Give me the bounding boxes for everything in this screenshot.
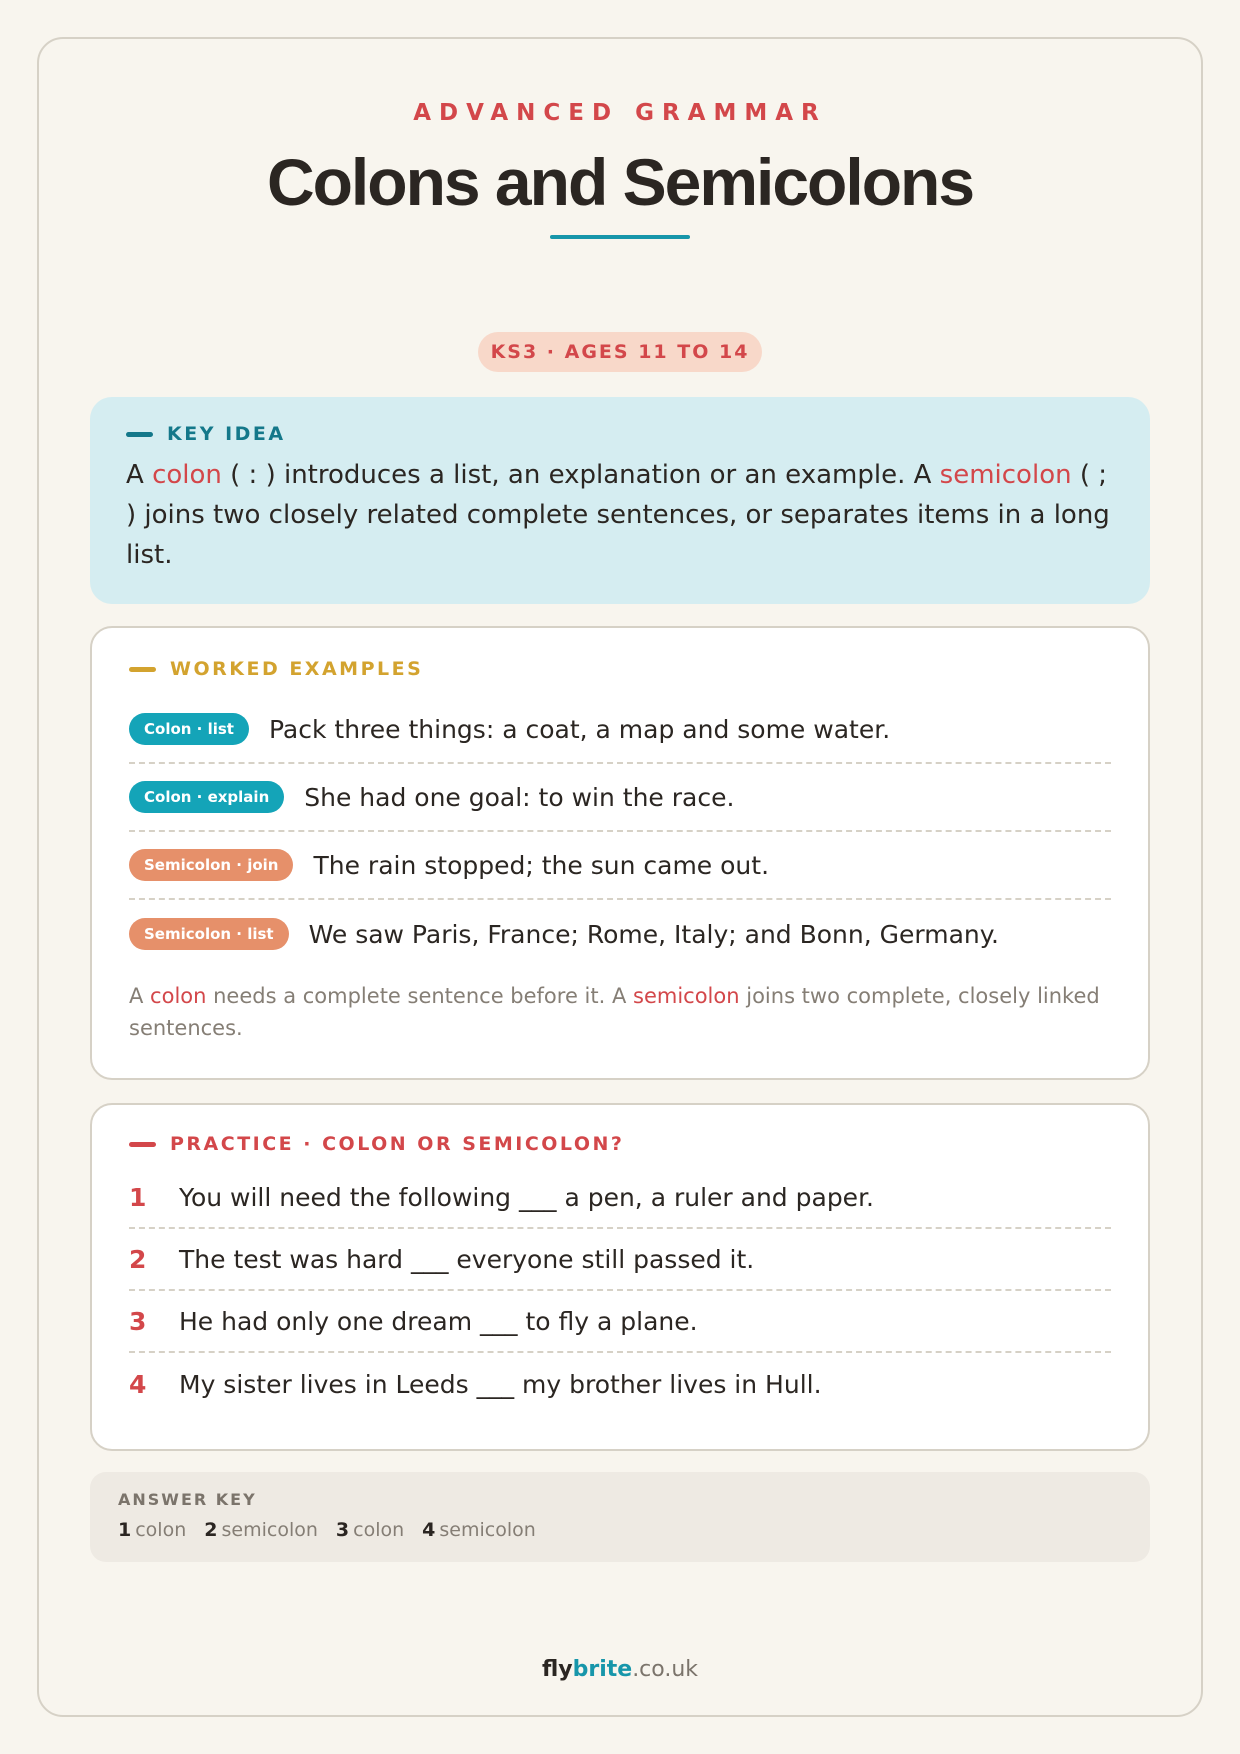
eyebrow: ADVANCED GRAMMAR [413,100,827,126]
key-idea-text-part: ( ; ) joins two closely related complete sentences, or separates items in a long list. [126,460,1110,570]
answer-value: colon [135,1519,187,1541]
key-idea-text-part: A [126,460,153,490]
example-sentence: Pack three things: a coat, a map and some water. [268,714,891,744]
footer-brand [0,1657,1240,1682]
answer-key-list [118,1519,1122,1541]
practice-label: PRACTICE · COLON OR SEMICOLON? [170,1133,625,1155]
question-number: 2 [129,1244,147,1274]
question-number: 3 [129,1306,147,1336]
answer-number: 4 [422,1519,436,1541]
practice-heading [129,1133,1111,1155]
practice-card [90,1103,1150,1451]
answer-value: colon [353,1519,405,1541]
practice-question-list [129,1167,1111,1415]
worked-examples-heading [129,658,1111,680]
age-badge: KS3 · AGES 11 TO 14 [478,332,762,372]
question-number: 1 [129,1182,147,1212]
note-text-part: A [129,984,151,1008]
answer-item [118,1519,186,1541]
example-tag: Colon · explain [129,781,284,813]
practice-question [129,1167,1111,1229]
key-idea-term-colon: colon [152,460,222,490]
practice-question [129,1291,1111,1353]
note-text-part: needs a complete sentence before it. A [206,984,634,1008]
brand-brite: brite [572,1657,633,1682]
example-row [129,832,1111,900]
worked-examples-label: WORKED EXAMPLES [170,658,424,680]
worked-examples-list [129,696,1111,968]
example-tag: Semicolon · join [129,849,293,881]
answer-item [336,1519,404,1541]
note-text-part: joins two complete, closely linked sentences. [129,984,1100,1040]
brand-fly: fly [541,1657,573,1682]
question-text: He had only one dream ___ to fly a plane. [179,1306,698,1336]
page-title: Colons and Semicolons [266,145,974,219]
key-idea-label: KEY IDEA [167,423,286,445]
practice-question [129,1229,1111,1291]
example-row [129,696,1111,764]
question-text: You will need the following ___ a pen, a ruler and paper. [179,1182,874,1212]
title-underline [550,235,690,239]
example-sentence: The rain stopped; the sun came out. [313,850,770,880]
answer-item [204,1519,318,1541]
answer-number: 3 [335,1519,350,1541]
practice-question [129,1353,1111,1415]
key-idea-term-semicolon: semicolon [939,460,1072,490]
answer-number: 2 [204,1519,218,1541]
key-idea-text [126,455,1116,575]
example-sentence: We saw Paris, France; Rome, Italy; and Bonn, Germany. [308,919,999,949]
answer-key-card [90,1472,1150,1562]
dash-icon [129,667,156,672]
answer-value: semicolon [221,1519,318,1541]
example-row [129,764,1111,832]
answer-number: 1 [118,1519,132,1541]
key-idea-card [90,397,1150,604]
answer-value: semicolon [439,1519,536,1541]
example-row [129,900,1111,968]
worked-examples-note [129,980,1111,1044]
example-tag: Colon · list [129,713,249,745]
question-text: The test was hard ___ everyone still passed it. [179,1244,755,1274]
dash-icon [129,1142,156,1147]
answer-item [422,1519,536,1541]
key-idea-heading [126,423,1114,445]
example-sentence: She had one goal: to win the race. [304,782,735,812]
question-text: My sister lives in Leeds ___ my brother lives in Hull. [179,1369,822,1399]
key-idea-text-part: ( : ) introduces a list, an explanation or an example. A [221,460,940,490]
dash-icon [126,432,153,437]
answer-key-label: ANSWER KEY [118,1490,257,1509]
note-term-semicolon: semicolon [633,984,740,1008]
question-number: 4 [129,1369,147,1399]
example-tag: Semicolon · list [129,918,289,950]
note-term-colon: colon [150,984,207,1008]
brand-domain: .co.uk [632,1657,699,1682]
worked-examples-card [90,626,1150,1080]
